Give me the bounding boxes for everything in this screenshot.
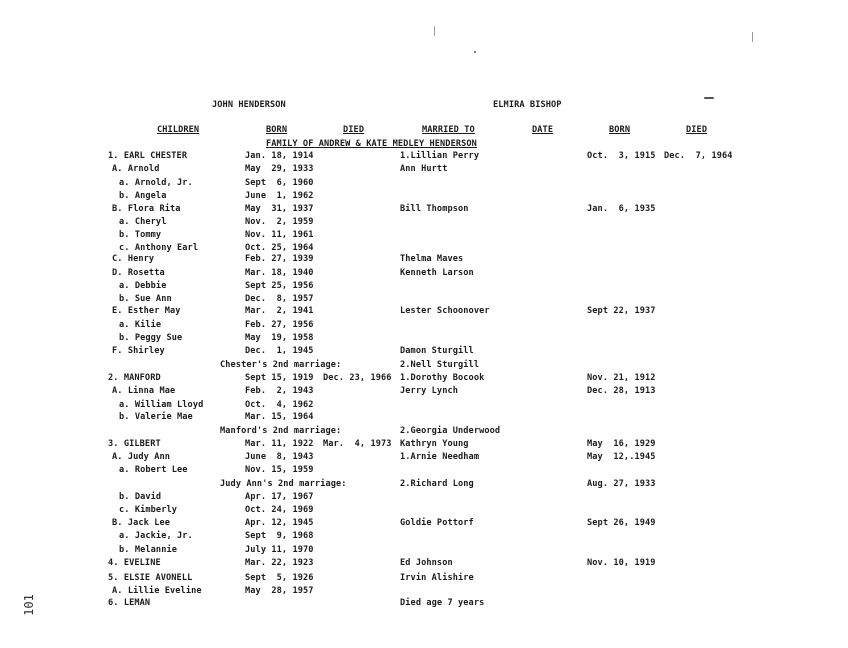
- row-born: May 31, 1937: [245, 204, 314, 214]
- row-sborn: May 12,.1945: [587, 452, 656, 462]
- row-married: 2.Georgia Underwood: [400, 426, 501, 436]
- row-born: June 1, 1962: [245, 191, 314, 201]
- row-born: Mar. 22, 1923: [245, 558, 314, 568]
- row-child: B. Flora Rita: [112, 204, 181, 214]
- row-born: Oct. 4, 1962: [245, 400, 314, 410]
- row-born: Oct. 24, 1969: [245, 505, 314, 515]
- row-child: 1. EARL CHESTER: [108, 151, 188, 161]
- family-title: FAMILY OF ANDREW & KATE MEDLEY HENDERSON: [266, 139, 477, 149]
- row-child: a. Robert Lee: [119, 465, 188, 475]
- row-born: Nov. 15, 1959: [245, 465, 314, 475]
- margin-note: 101: [21, 594, 36, 616]
- row-married: Irvin Alishire: [400, 573, 474, 583]
- row-child: 2. MANFORD: [108, 373, 161, 383]
- row-married: 2.Richard Long: [400, 479, 474, 489]
- row-child: a. Cheryl: [119, 217, 167, 227]
- row-born: Sept 15, 1919: [245, 373, 314, 383]
- row-born: Sept 9, 1968: [245, 531, 314, 541]
- row-child: a. Arnold, Jr.: [119, 178, 193, 188]
- row-married: Jerry Lynch: [400, 386, 459, 396]
- row-child: A. Linna Mae: [112, 386, 176, 396]
- row-child: D. Rosetta: [112, 268, 165, 278]
- row-born: Mar. 2, 1941: [245, 306, 314, 316]
- row-born: Sept 6, 1960: [245, 178, 314, 188]
- row-born: Nov. 11, 1961: [245, 230, 314, 240]
- col-children: CHILDREN: [157, 125, 200, 135]
- father-name: JOHN HENDERSON: [212, 100, 286, 110]
- row-born: Mar. 11, 1922: [245, 439, 314, 449]
- row-born: Manford's 2nd marriage:: [220, 426, 342, 436]
- row-born: Judy Ann's 2nd marriage:: [220, 479, 347, 489]
- row-married: Bill Thompson: [400, 204, 469, 214]
- row-child: C. Henry: [112, 254, 155, 264]
- row-born: Feb. 2, 1943: [245, 386, 314, 396]
- row-child: E. Esther May: [112, 306, 181, 316]
- row-born: Dec. 1, 1945: [245, 346, 314, 356]
- row-born: Feb. 27, 1939: [245, 254, 314, 264]
- scan-speck: [704, 97, 714, 99]
- row-child: b. David: [119, 492, 162, 502]
- row-child: 3. GILBERT: [108, 439, 161, 449]
- row-born: Dec. 8, 1957: [245, 294, 314, 304]
- row-born: Mar. 18, 1940: [245, 268, 314, 278]
- col-spouse-born: BORN: [609, 125, 631, 135]
- row-married: 2.Nell Sturgill: [400, 360, 480, 370]
- row-born: May 28, 1957: [245, 586, 314, 596]
- row-child: 4. EVELINE: [108, 558, 161, 568]
- scan-speck: [474, 51, 476, 53]
- row-born: Apr. 12, 1945: [245, 518, 314, 528]
- row-sborn: Jan. 6, 1935: [587, 204, 656, 214]
- row-sborn: Oct. 3, 1915: [587, 151, 656, 161]
- row-sborn: Sept 22, 1937: [587, 306, 656, 316]
- row-sborn: Aug. 27, 1933: [587, 479, 656, 489]
- row-married: Damon Sturgill: [400, 346, 474, 356]
- row-child: A. Arnold: [112, 164, 160, 174]
- row-born: July 11, 1970: [245, 545, 314, 555]
- row-married: Ann Hurtt: [400, 164, 448, 174]
- scan-speck: [434, 26, 435, 36]
- row-child: b. Valerie Mae: [119, 412, 193, 422]
- row-sborn: May 16, 1929: [587, 439, 656, 449]
- row-married: 1.Arnie Needham: [400, 452, 480, 462]
- row-sborn: Dec. 28, 1913: [587, 386, 656, 396]
- row-child: F. Shirley: [112, 346, 165, 356]
- row-sborn: Sept 26, 1949: [587, 518, 656, 528]
- row-born: Mar. 15, 1964: [245, 412, 314, 422]
- row-married: Thelma Maves: [400, 254, 464, 264]
- row-born: Apr. 17, 1967: [245, 492, 314, 502]
- row-sdied: Dec. 7, 1964: [664, 151, 733, 161]
- row-child: c. Kimberly: [119, 505, 178, 515]
- row-married: Kathryn Young: [400, 439, 469, 449]
- col-date: DATE: [532, 125, 554, 135]
- row-born: Oct. 25, 1964: [245, 243, 314, 253]
- row-born: Sept 25, 1956: [245, 281, 314, 291]
- row-child: a. William Lloyd: [119, 400, 204, 410]
- row-married: Kenneth Larson: [400, 268, 474, 278]
- row-child: b. Sue Ann: [119, 294, 172, 304]
- row-died: Mar. 4, 1973: [323, 439, 392, 449]
- row-born: June 8, 1943: [245, 452, 314, 462]
- row-child: b. Tommy: [119, 230, 162, 240]
- row-child: B. Jack Lee: [112, 518, 171, 528]
- row-child: A. Judy Ann: [112, 452, 171, 462]
- row-child: a. Jackie, Jr.: [119, 531, 193, 541]
- row-born: Nov. 2, 1959: [245, 217, 314, 227]
- row-born: Feb. 27, 1956: [245, 320, 314, 330]
- row-married: 1.Lillian Perry: [400, 151, 480, 161]
- col-born: BORN: [266, 125, 288, 135]
- row-born: Chester's 2nd marriage:: [220, 360, 342, 370]
- row-married: Lester Schoonover: [400, 306, 490, 316]
- mother-name: ELMIRA BISHOP: [493, 100, 562, 110]
- row-sborn: Nov. 10, 1919: [587, 558, 656, 568]
- row-child: b. Peggy Sue: [119, 333, 183, 343]
- row-child: b. Angela: [119, 191, 167, 201]
- row-child: a. Debbie: [119, 281, 167, 291]
- row-born: May 29, 1933: [245, 164, 314, 174]
- row-died: Dec. 23, 1966: [323, 373, 392, 383]
- row-born: May 19, 1958: [245, 333, 314, 343]
- row-married: Ed Johnson: [400, 558, 453, 568]
- col-spouse-died: DIED: [686, 125, 708, 135]
- col-died: DIED: [343, 125, 365, 135]
- col-married-to: MARRIED TO: [422, 125, 475, 135]
- row-married: Died age 7 years: [400, 598, 485, 608]
- row-child: A. Lillie Eveline: [112, 586, 202, 596]
- row-child: c. Anthony Earl: [119, 243, 199, 253]
- row-child: 6. LEMAN: [108, 598, 151, 608]
- row-born: Jan. 18, 1914: [245, 151, 314, 161]
- row-married: 1.Dorothy Bocook: [400, 373, 485, 383]
- row-child: a. Kilie: [119, 320, 162, 330]
- row-married: Goldie Pottorf: [400, 518, 474, 528]
- row-sborn: Nov. 21, 1912: [587, 373, 656, 383]
- row-born: Sept 5, 1926: [245, 573, 314, 583]
- row-child: b. Melannie: [119, 545, 178, 555]
- row-child: 5. ELSIE AVONELL: [108, 573, 193, 583]
- scan-speck: [752, 32, 753, 42]
